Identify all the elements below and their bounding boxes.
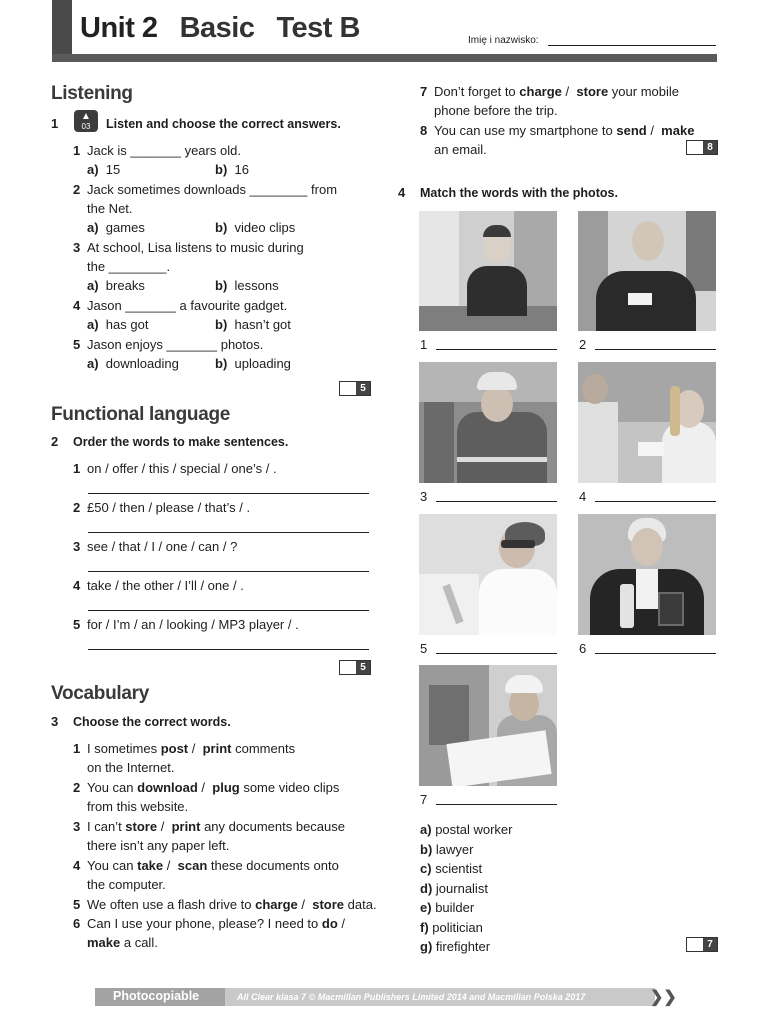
page-title: [80, 12, 360, 45]
item-number: 6: [73, 916, 81, 931]
item-text: there isn’t any paper left.: [87, 838, 230, 853]
answer-line[interactable]: [595, 349, 716, 350]
option-letter: b): [215, 278, 228, 293]
word-choice-1[interactable]: store: [125, 819, 158, 834]
option-letter: a): [87, 356, 99, 371]
item-number: 5: [73, 617, 81, 632]
answer-option[interactable]: [420, 881, 488, 896]
item-text: take / the other / I’ll / one / .: [87, 578, 244, 593]
copyright-notice: © Macmillan Publishers Limited 2014 and Macmillan Polska 2017: [308, 992, 586, 1002]
option-text: video clips: [234, 220, 296, 235]
item-text: on / offer / this / special / one’s / .: [87, 461, 277, 476]
item-text: [434, 123, 694, 138]
photo-politician: [419, 211, 557, 331]
separator: /: [297, 897, 309, 912]
photo-builder: [419, 665, 557, 786]
sentence-start: Can I use your phone, please? I need to: [87, 916, 322, 931]
answer-option[interactable]: [420, 900, 474, 915]
option-text: politician: [432, 919, 483, 935]
option-a[interactable]: [87, 162, 120, 177]
sentence-start: I can’t: [87, 819, 126, 834]
section-heading-functional: Functional language: [51, 404, 231, 425]
item-text: from this website.: [87, 799, 189, 814]
option-b[interactable]: [215, 317, 291, 332]
item-text: [87, 916, 345, 931]
word-choice-1[interactable]: post: [160, 741, 189, 756]
sentence-end: data.: [344, 897, 377, 912]
item-text: [87, 780, 339, 795]
header-divider: [52, 54, 717, 62]
section-heading-vocabulary: Vocabulary: [51, 683, 150, 704]
answer-line[interactable]: [88, 649, 369, 650]
answer-option[interactable]: [420, 861, 482, 876]
word-choice-2[interactable]: print: [171, 819, 201, 834]
separator: /: [157, 819, 168, 834]
photo-number: 6: [579, 641, 587, 656]
option-text: 15: [105, 162, 121, 177]
item-number: 4: [73, 578, 81, 593]
word-choice-2[interactable]: store: [576, 84, 609, 99]
word-choice-1[interactable]: download: [137, 780, 198, 795]
answer-line[interactable]: [436, 653, 557, 654]
option-text: builder: [435, 900, 475, 915]
separator: /: [197, 780, 209, 795]
question-number: 2: [51, 434, 59, 449]
item-number: 2: [73, 780, 81, 795]
answer-option[interactable]: [420, 842, 473, 857]
item-text: Jason _______ a favourite gadget.: [87, 298, 288, 313]
separator: /: [337, 916, 346, 931]
option-b[interactable]: [215, 220, 295, 235]
sentence-start: We often use a flash drive to: [87, 897, 256, 912]
score-value: 7: [703, 938, 717, 951]
sentence-start: You can use my smartphone to: [434, 123, 617, 138]
option-text: breaks: [105, 278, 145, 293]
option-text: hasn’t got: [234, 317, 291, 332]
item-text: [87, 819, 345, 834]
item-text: Jack sometimes downloads ________ from: [87, 182, 338, 197]
item-number: 2: [73, 182, 81, 197]
score-box: [339, 381, 371, 396]
word-choice-2[interactable]: store: [312, 897, 345, 912]
item-text: [434, 84, 679, 99]
answer-line[interactable]: [436, 804, 557, 805]
sentence-end: some video clips: [239, 780, 340, 795]
question-instruction: Choose the correct words.: [73, 715, 231, 729]
item-text: [87, 935, 158, 950]
question-number: 1: [51, 116, 59, 131]
answer-option[interactable]: [420, 822, 513, 837]
sentence-end: these documents onto: [207, 858, 339, 873]
option-letter: a): [87, 162, 99, 177]
separator: /: [561, 84, 573, 99]
word-choice-2[interactable]: make: [87, 935, 121, 950]
item-number: 5: [73, 337, 81, 352]
item-number: 1: [73, 461, 81, 476]
item-text: Jason enjoys _______ photos.: [87, 337, 264, 352]
option-letter: b): [420, 841, 433, 857]
word-choice-2[interactable]: print: [202, 741, 232, 756]
option-text: journalist: [435, 880, 488, 896]
option-letter: c): [420, 861, 432, 876]
photo-number: 7: [420, 792, 428, 807]
option-letter: a): [420, 822, 432, 837]
option-a[interactable]: [87, 278, 145, 293]
item-number: 5: [73, 897, 81, 912]
item-text: on the Internet.: [87, 760, 175, 775]
photo-firefighter: [419, 362, 557, 483]
photo-number: 2: [579, 337, 587, 352]
word-choice-1[interactable]: do: [321, 916, 338, 931]
separator: /: [646, 123, 658, 138]
score-value: 5: [356, 382, 370, 395]
option-letter: a): [87, 220, 99, 235]
answer-line[interactable]: [436, 349, 557, 350]
answer-line[interactable]: [595, 653, 716, 654]
option-text: scientist: [435, 861, 483, 876]
item-text: the Net.: [87, 201, 133, 216]
question-number: 3: [51, 714, 59, 729]
word-choice-1[interactable]: send: [616, 123, 647, 138]
item-text: phone before the trip.: [434, 103, 558, 118]
sentence-start: I sometimes: [87, 741, 161, 756]
answer-option[interactable]: [420, 939, 490, 954]
option-letter: b): [215, 317, 228, 332]
sentence-end: your mobile: [608, 84, 679, 99]
score-box: [686, 937, 718, 952]
photo-number: 1: [420, 337, 428, 352]
photo-lawyer: [578, 514, 716, 635]
speaker-icon: ▲: [81, 111, 91, 122]
option-letter: e): [420, 900, 432, 915]
question-instruction: Order the words to make sentences.: [73, 435, 289, 449]
word-choice-2[interactable]: plug: [212, 780, 240, 795]
answer-option[interactable]: [420, 920, 483, 935]
option-text: 16: [234, 162, 249, 177]
audio-track-icon[interactable]: [74, 110, 98, 132]
item-text: Jack is _______ years old.: [87, 143, 241, 158]
option-b[interactable]: [215, 162, 249, 177]
answer-line[interactable]: [88, 610, 369, 611]
option-text: uploading: [234, 356, 291, 371]
sentence-start: You can: [87, 780, 138, 795]
sentence-start: You can: [87, 858, 138, 873]
photo-number: 4: [579, 489, 587, 504]
header-accent-bar: [52, 0, 72, 62]
item-number: 4: [73, 858, 81, 873]
copyright-text: [237, 992, 585, 1002]
option-text: games: [105, 220, 145, 235]
item-text: the ________.: [87, 259, 171, 274]
option-letter: a): [87, 317, 99, 332]
item-text: an email.: [434, 142, 487, 157]
item-text: [87, 741, 295, 756]
chevron-right-icon: ❯❯: [650, 989, 677, 1006]
item-text: for / I’m / an / looking / MP3 player / .: [87, 617, 299, 632]
answer-line[interactable]: [88, 532, 369, 533]
course-title: All Clear klasa 7: [237, 992, 307, 1002]
option-a[interactable]: [87, 356, 179, 371]
answer-line[interactable]: [436, 501, 557, 502]
name-label: Imię i nazwisko:: [468, 35, 539, 46]
name-field[interactable]: [548, 45, 716, 46]
option-text: postal worker: [435, 822, 513, 837]
option-text: has got: [105, 317, 149, 332]
track-number: 03: [81, 122, 91, 131]
sentence-start: Don’t forget to: [434, 84, 520, 99]
option-b[interactable]: [215, 356, 291, 371]
photocopiable-label: Photocopiable: [113, 989, 200, 1003]
option-text: firefighter: [435, 939, 491, 954]
item-text: [87, 858, 339, 873]
photo-journalist: [578, 211, 716, 331]
separator: /: [188, 741, 199, 756]
item-number: 7: [420, 84, 428, 99]
option-letter: a): [87, 278, 99, 293]
option-a[interactable]: [87, 317, 148, 332]
item-number: 3: [73, 819, 81, 834]
answer-line[interactable]: [595, 501, 716, 502]
test-label: Test B: [276, 12, 360, 44]
answer-line[interactable]: [88, 493, 369, 494]
sentence-end: a call.: [120, 935, 158, 950]
option-letter: b): [215, 162, 228, 177]
question-instruction: Match the words with the photos.: [420, 186, 618, 200]
question-number: 4: [398, 185, 406, 200]
item-number: 1: [73, 741, 81, 756]
sentence-end: any documents because: [200, 819, 345, 834]
photo-number: 3: [420, 489, 428, 504]
word-choice-1[interactable]: charge: [255, 897, 298, 912]
option-text: downloading: [105, 356, 179, 371]
level-label: Basic: [179, 12, 255, 44]
score-box: [339, 660, 371, 675]
separator: /: [163, 858, 174, 873]
word-choice-2[interactable]: make: [661, 123, 695, 138]
option-letter: b): [215, 220, 228, 235]
option-letter: g): [420, 939, 433, 954]
sentence-end: comments: [231, 741, 296, 756]
score-box: [686, 140, 718, 155]
unit-label: Unit 2: [80, 12, 158, 44]
photo-number: 5: [420, 641, 428, 656]
option-a[interactable]: [87, 220, 145, 235]
item-text: [87, 897, 377, 912]
item-text: At school, Lisa listens to music during: [87, 240, 304, 255]
item-number: 4: [73, 298, 81, 313]
item-number: 3: [73, 240, 81, 255]
option-letter: f): [420, 919, 429, 935]
option-b[interactable]: [215, 278, 279, 293]
item-number: 1: [73, 143, 81, 158]
score-value: 5: [356, 661, 370, 674]
photo-postal-worker: [578, 362, 716, 483]
word-choice-1[interactable]: charge: [519, 84, 562, 99]
item-number: 3: [73, 539, 81, 554]
option-letter: d): [420, 880, 433, 896]
section-heading-listening: Listening: [51, 83, 133, 104]
item-text: see / that / I / one / can / ?: [87, 539, 238, 554]
word-choice-1[interactable]: take: [137, 858, 164, 873]
item-number: 2: [73, 500, 81, 515]
score-value: 8: [703, 141, 717, 154]
item-number: 8: [420, 123, 428, 138]
word-choice-2[interactable]: scan: [177, 858, 208, 873]
option-letter: b): [215, 356, 228, 371]
answer-line[interactable]: [88, 571, 369, 572]
option-text: lessons: [234, 278, 279, 293]
item-text: the computer.: [87, 877, 166, 892]
item-text: £50 / then / please / that’s / .: [87, 500, 251, 515]
question-instruction: Listen and choose the correct answers.: [106, 117, 341, 131]
photo-scientist: [419, 514, 557, 635]
option-text: lawyer: [435, 841, 474, 857]
